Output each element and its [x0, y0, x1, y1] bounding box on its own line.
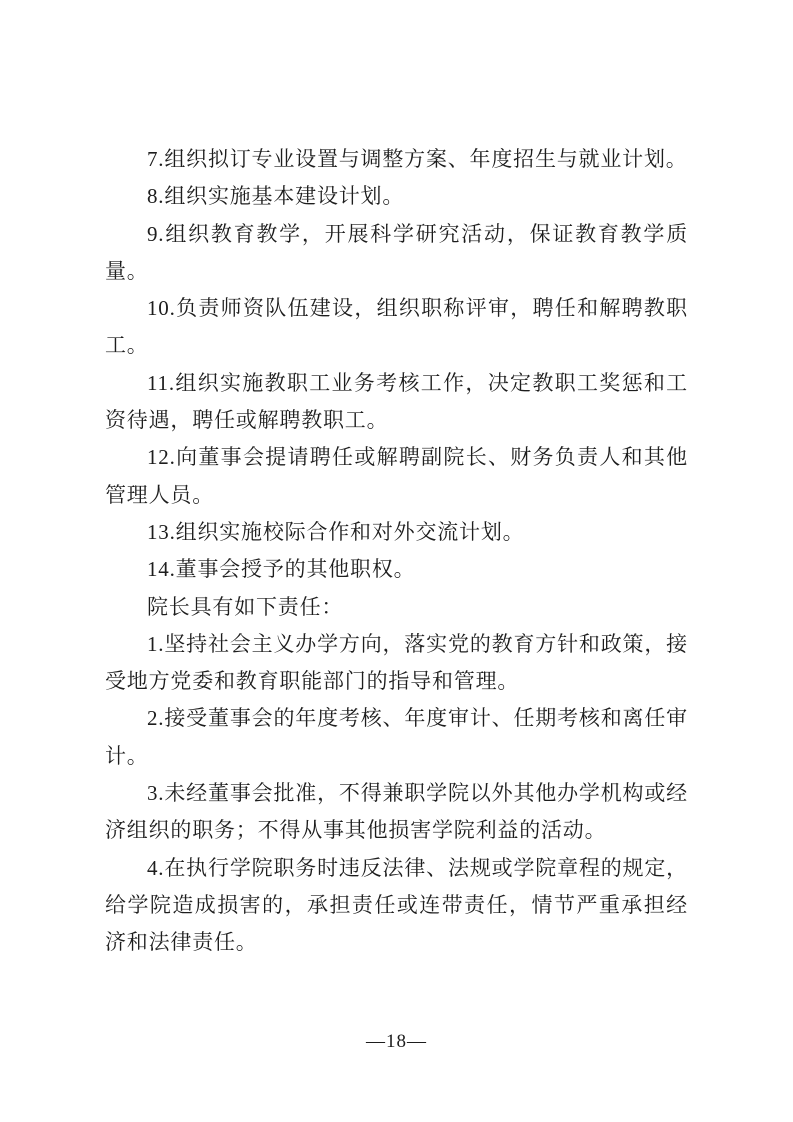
page-number: —18—	[366, 1031, 427, 1052]
paragraph-duty-11: 11.组织实施教职工业务考核工作，决定教职工奖惩和工资待遇，聘任或解聘教职工。	[105, 370, 688, 433]
paragraph-responsibility-1: 1.坚持社会主义办学方向，落实党的教育方针和政策，接受地方党委和教育职能部门的指导和管理。	[105, 631, 688, 694]
paragraph-duty-8: 8.组织实施基本建设计划。	[147, 184, 405, 209]
paragraph-responsibility-3: 3.未经董事会批准，不得兼职学院以外其他办学机构或经济组织的职务；不得从事其他损害学院利益的活动。	[105, 781, 688, 843]
paragraph-duty-13: 13.组织实施校际合作和对外交流计划。	[147, 519, 525, 544]
paragraph-duty-10: 10.负责师资队伍建设，组织职称评审，聘任和解聘教职工。	[105, 296, 688, 358]
document-body	[105, 141, 688, 962]
paragraph-duty-7: 7.组织拟订专业设置与调整方案、年度招生与就业计划。	[147, 147, 688, 171]
paragraph-responsibility-2: 2.接受董事会的年度考核、年度审计、任期考核和离任审计。	[105, 706, 688, 768]
paragraph-duty-12: 12.向董事会提请聘任或解聘副院长、财务负责人和其他管理人员。	[105, 445, 688, 507]
paragraph-duty-14: 14.董事会授予的其他职权。	[147, 557, 416, 582]
paragraph-responsibility-4: 4.在执行学院职务时违反法律、法规或学院章程的规定，给学院造成损害的，承担责任或连带责任，情节严重承担经济和法律责任。	[105, 855, 688, 955]
paragraph-duty-9: 9.组织教育教学，开展科学研究活动，保证教育教学质量。	[105, 221, 688, 283]
page-footer	[0, 1031, 793, 1053]
paragraph-responsibilities-heading: 院长具有如下责任：	[147, 594, 344, 619]
